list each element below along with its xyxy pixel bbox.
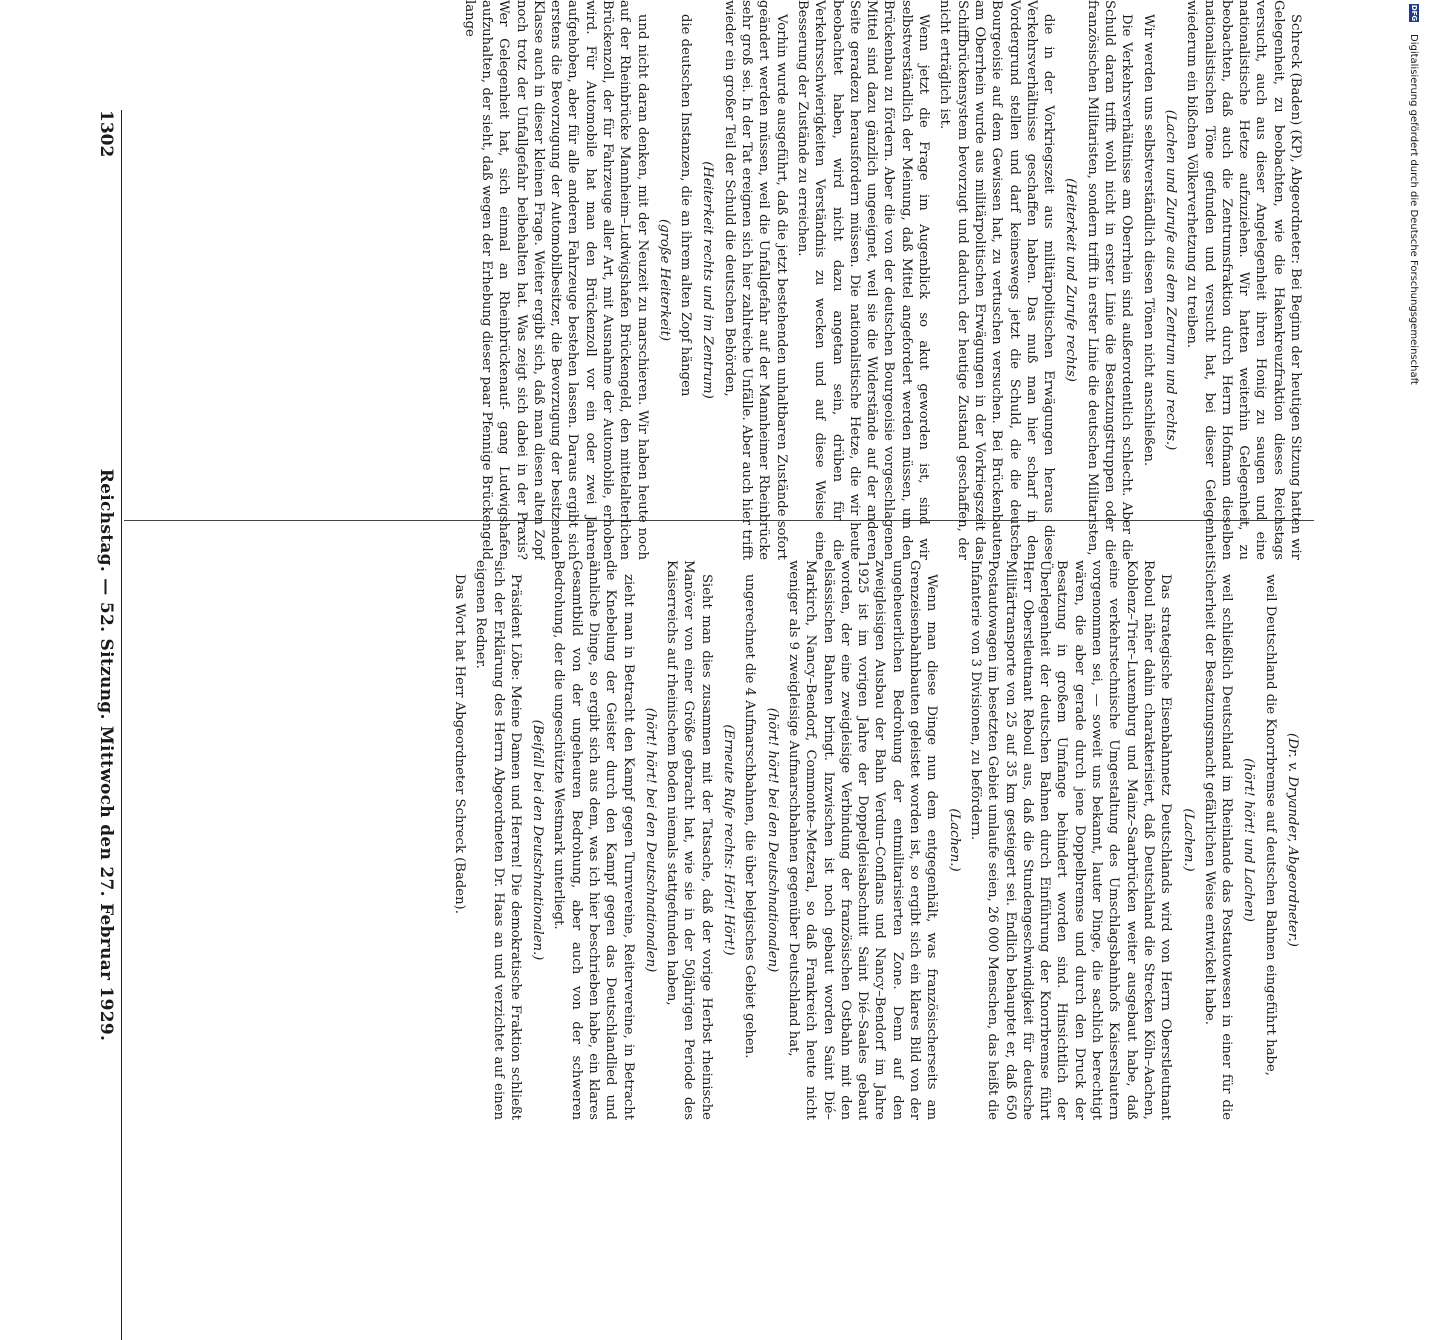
- digitization-credit: [1404, 0, 1424, 990]
- paragraph: Präsident Löbe: Meine Damen und Herren! Die demokratische Fraktion schließt sich der Erklärung des Herrn Abgeordneten Dr. Haas an und verzichtet auf einen eigenen Redner.: [473, 560, 523, 1120]
- interjection: (Lachen und Zurufe aus dem Zentrum und rechts.): [1162, 109, 1178, 451]
- running-head: Reichstag. — 52. Sitzung. Mittwoch den 27. Februar 1929.: [96, 468, 116, 1042]
- paragraph: Wenn man diese Dinge nun dem entgegenhält, was französischerseits am Grenzeisenbahnbauten geleistet worden ist, so ergibt sich ein klares Bild von der ungeheuerlichen Bedrohung der entmilitarisierten Zone. Denn auf den zweigleisigen Ausbau der Bahn Verdun–Conflans und Nancy–Bendorf im Jahre 1925 ist im vorigen Jahre der Doppelgleisabschnitt Saint Dié–Saales gebaut worden, der eine zweigleisige Verbindung der französischen Ostbahn mit den elsässischen Bahnen bringt. Inzwischen ist noch gebaut worden Saint Dié–Markirch, Nancy–Bendorf, Commonte–Metzeral, so daß Frankreich heute nicht weniger als 9 zweigleisige Aufmarschbahnen gegenüber Deutschland hat,: [785, 560, 940, 1120]
- paragraph: die in der Vorkriegszeit aus militärpolitischen Erwägungen heraus diese Verkehrsverhältnisse geschaffen haben. Das muß man hier scharf in den Vordergrund stellen und darf keineswegs jetzt die Schuld, die die deutsche Bourgeoisie auf dem Gewissen hat, zu vertuschen versuchen. Bei Brückenbauten am Oberrhein wurde aus militärpolitischen Erwägungen in der Vorkriegszeit das Schiffbrückensystem bevorzugt und dadurch der heutige Zustand geschaffen, der nicht erträglich ist.: [937, 0, 1057, 560]
- interjection: (Erneute Rufe rechts: Hört! Hört!): [721, 724, 737, 956]
- paragraph: und nicht daran denken, mit der Neuzeit zu marschieren. Wir haben heute noch auf der Rheinbrücke Mannheim–Ludwigshafen Brückengeld, den mittelalterlichen Brückenzoll, der für Fahrzeuge aller Art, mit Ausnahme der Automobile, erhoben wird. Für Automobile hat man den Brückenzoll vor ein oder zwei Jahren aufgehoben, aber für alle anderen Fahrzeuge bestehen lassen. Daraus ergibt sich erstens die Bevorzugung der Automobilbesitzer, die Bevorzugung der besitzenden Klasse auch in dieser kleinen Frage. Weiter ergibt sich, daß man diesen alten Zopf noch trotz der Unfallgefahr beibehalten hat. Was zeigt sich dabei in der Praxis? Wer Gelegenheit hat, sich einmal an Rheinbrückenauf- gang Ludwigshafen aufzuhalten, der sieht, daß wegen der Erhebung dieser paar Pfennige Brückengeld lange: [461, 0, 650, 560]
- paragraph: ungerechnet die 4 Aufmarschbahnen, die über belgisches Gebiet gehen.: [742, 574, 758, 1059]
- interjection: (Heiterkeit und Zurufe rechts): [1063, 178, 1079, 382]
- interjection: (große Heiterkeit): [656, 218, 672, 342]
- right-column: [18, 0, 1304, 560]
- paragraph: Vorhin wurde ausgeführt, daß die jetzt bestehenden unhaltbaren Zustände sofort geändert werden müssen, weil die Unfallgefahr auf der Mannheimer Rheinbrücke sehr groß sei. In der Tat ereignen sich hier zahlreiche Unfälle. Aber auch hier trifft wieder ein großer Teil der Schuld die deutschen Behörden,: [721, 0, 789, 560]
- interjection: (Beifall bei den Deutschnationalen.): [530, 719, 546, 961]
- interjection: (Lachen.): [946, 808, 962, 872]
- interjection: (Lachen.): [1180, 808, 1196, 872]
- credit-text: Digitalisierung gefördert durch die Deutsche Forschungsgemeinschaft: [1408, 34, 1420, 385]
- paragraph: Das strategische Eisenbahnnetz Deutschlands wird von Herrn Oberstleutnant Reboul näher dahin charakterisiert, daß Deutschland die Strecken Köln–Aachen, Koblenz–Trier–Luxemburg und Mainz–Saarbrücken weiter ausgebaut habe, daß eine verkehrstechnische Umgestaltung des Umschlagsbahnhofs Kaiserslautern vorgenommen sei, — soweit uns bekannt, lauter Dinge, die sachlich berechtigt wären, die aber gerade durch jene Doppelbremse und durch den Druck der Besatzung in großem Umfange behindert worden sind. Hinsichtlich der Überlegenheit der deutschen Bahnen durch Einführung der Knorrbremse führt Herr Oberstleutnant Reboul aus, daß die Stundengeschwindigkeit für deutsche Militärtransporte von 25 auf 35 km gesteigert sei. Endlich behauptet er, daß 650 Postautowagen im besetzten Gebiet umlaufe seien, 26 000 Menschen, das heißt die Infanterie von 3 Divisionen, zu befördern.: [967, 560, 1174, 1120]
- paragraph: zieht man in Betracht den Kampf gegen Turnvereine, Reitervereine, in Betracht die Knebelung der Geister durch den Kampf gegen das Deutschlandlied und ähnliche Dinge, so ergibt sich aus dem, was ich hier beschrieben habe, ein klares Gesamtbild von der ungeheuren Bedrohung, aber auch von der schweren Bedrohung, der die ungeschützte Westmark unterliegt.: [551, 560, 636, 1120]
- left-column: [18, 560, 1304, 1120]
- interjection: (Dr. v. Dryander, Abgeordneter.): [1285, 733, 1300, 947]
- interjection: (hört! hört! bei den Deutschnationalen): [642, 707, 658, 973]
- paragraph: Die Verkehrsverhältnisse am Oberrhein sind außerordentlich schlecht. Aber die Schuld daran trifft wohl nicht in erster Linie die Besatzungstruppen oder die französischen Militaristen, sondern trifft in erster Linie die deutschen Militaristen,: [1084, 0, 1135, 560]
- interjection: (hört! hört! bei den Deutschnationalen): [764, 707, 780, 973]
- paragraph: Wir werden uns selbstverständlich diesen Tönen nicht anschließen.: [1140, 14, 1156, 467]
- paragraph: die deutschen Instanzen, die an ihrem alten Zopf hängen: [678, 14, 694, 397]
- paragraph: Schreck (Baden) (KP), Abgeordneter: Bei Beginn der heutigen Sitzung hatten wir Gelegenheit, zu beobachten, wie die Hakenkreuzfraktion dieses Reichstags versucht, auch aus dieser Angelegenheit ihren Honig zu saugen und eine nationalistische Hetze aufzuziehen. Wir hatten weiterhin Gelegenheit, zu beobachten, daß auch die Zentrumsfraktion durch Herrn Hofmann dieselben nationalistischen Töne gefunden und versucht hat, bei dieser Gelegenheit wiederum ein bißchen Völkerverhetzung zu treiben.: [1184, 0, 1303, 560]
- page-number: 1302: [96, 110, 116, 158]
- header-rule: [121, 110, 122, 1340]
- paragraph: weil Deutschland die Knorrbremse auf deutschen Bahnen eingeführt habe,: [1262, 574, 1278, 1076]
- paragraph: Wenn jetzt die Frage im Augenblick so akut geworden ist, sind wir selbstverständlich der Meinung, daß Mittel angefordert werden müssen, um den Brückenbau zu fördern. Aber die von der deutschen Bourgeoisie vorgeschlagenen Mittel sind dazu gänzlich ungeeignet, weil sie die Widerstände auf der anderen Seite geradezu herausfordern müssen. Die nationalistische Hetze, die wir heute beobachtet haben, wird nicht dazu angetan sein, drüben für die Verkehrsschwierigkeiten Verständnis zu wecken und auf diese Weise eine Besserung der Zustände zu erreichen.: [794, 0, 932, 560]
- interjection: (hört! hört! und Lachen): [1241, 758, 1257, 922]
- paragraph: Sieht man dies zusammen mit der Tatsache, daß der vorige Herbst rheinische Manöver von einer Größe gebracht hat, wie sie in der 50jährigen Periode des Kaiserreichs auf rheinischem Boden niemals stattgefunden haben,: [664, 560, 714, 1120]
- paragraph: Das Wort hat Herr Abgeordneter Schreck (Baden).: [451, 574, 467, 914]
- page-header: [76, 110, 116, 1340]
- interjection: (Heiterkeit rechts und im Zentrum): [700, 161, 716, 399]
- dfg-logo: DFG: [1410, 4, 1418, 22]
- paragraph: weil schließlich Deutschland im Rheinlande das Postautowesen in einer für die Sicherheit der Besatzungsmacht gefährlichen Weise entwickelt habe.: [1201, 560, 1235, 1120]
